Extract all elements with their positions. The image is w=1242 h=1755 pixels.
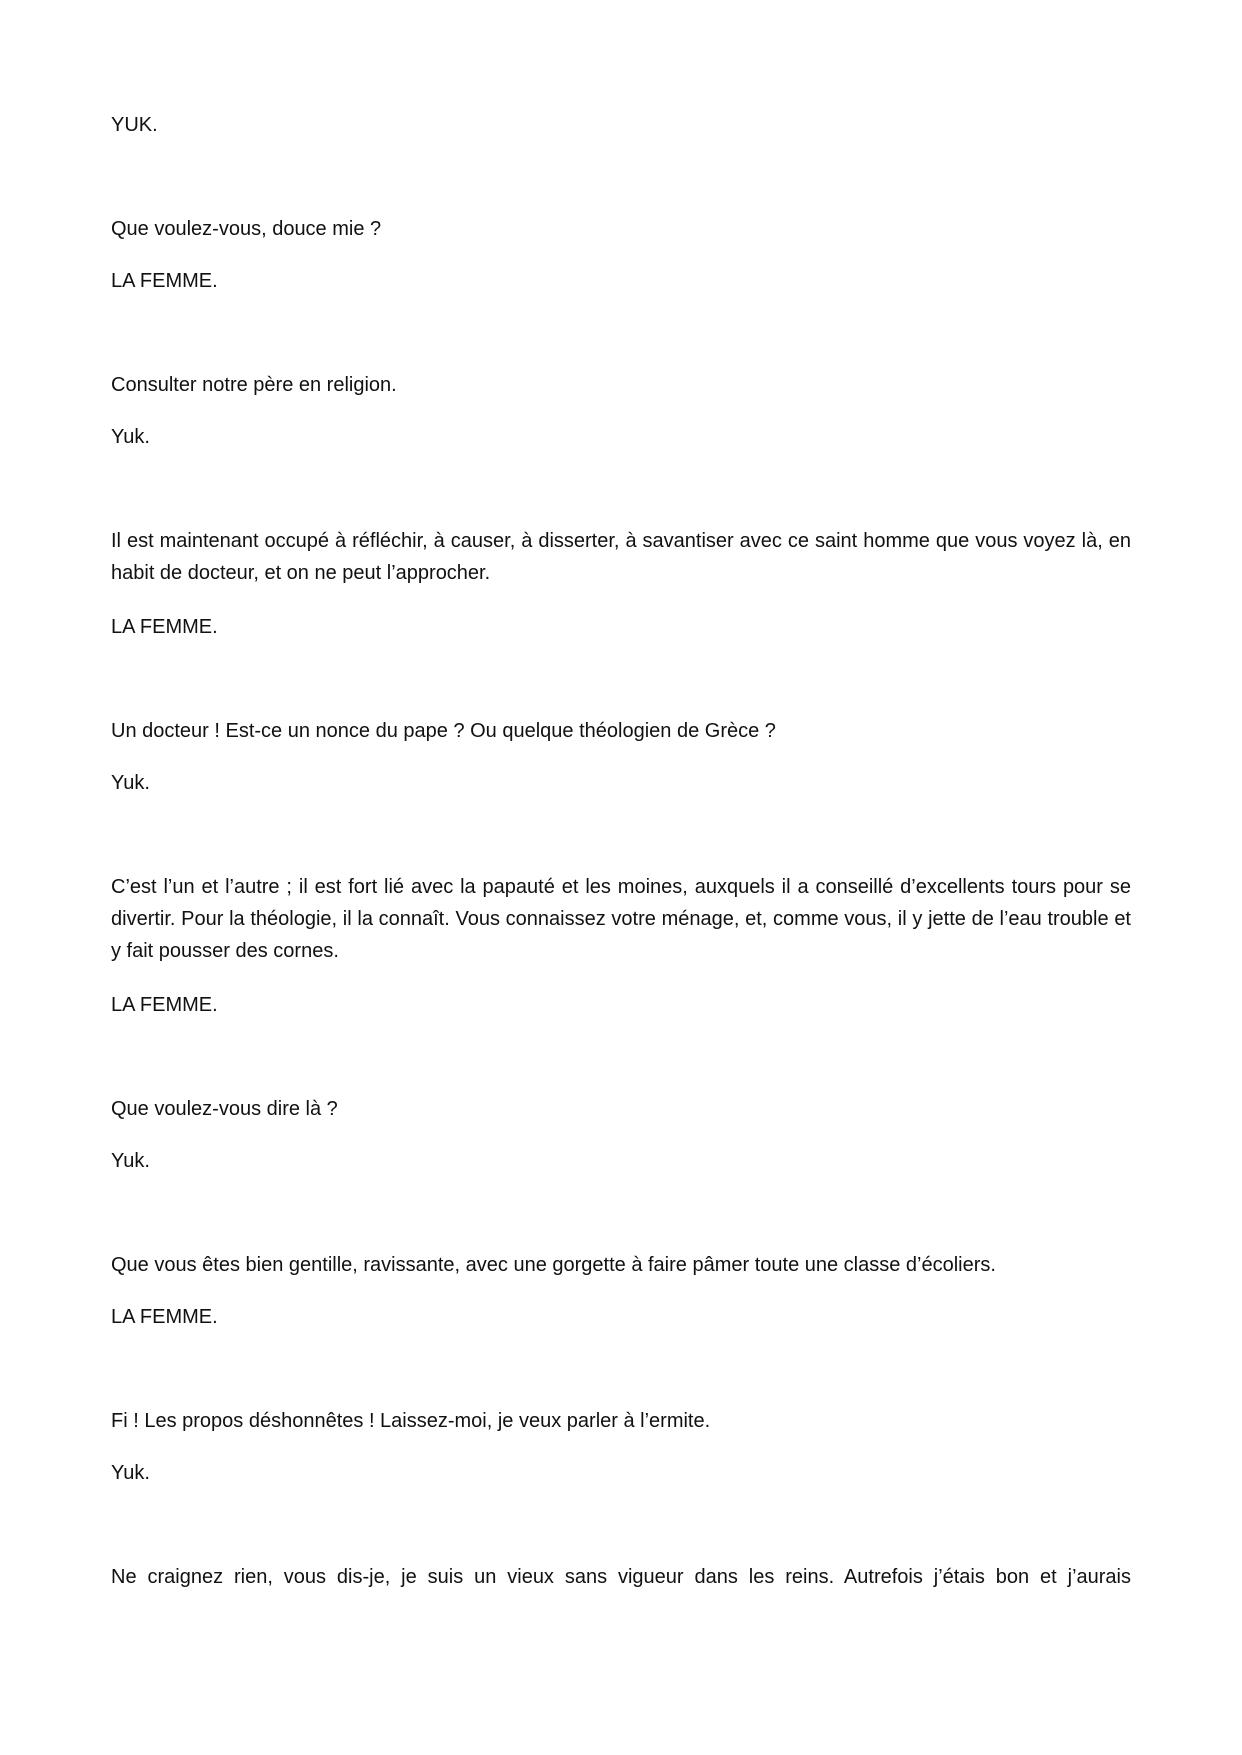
speaker-la-femme: LA FEMME. (111, 616, 218, 638)
speech-line: Consulter notre père en religion. (111, 374, 397, 396)
speaker-yuk: Yuk. (111, 426, 150, 448)
speech-line: Un docteur ! Est-ce un nonce du pape ? Ou quelque théologien de Grèce ? (111, 720, 776, 742)
speech-paragraph: C’est l’un et l’autre ; il est fort lié avec la papauté et les moines, auxquels il a conseillé d’excellents tours pour se divertir. Pour la théologie, il la connaît. Vous connaissez votre ménage, et, comme vous, il y jette de l’eau trouble et y fait pousser des cornes. (111, 876, 1131, 962)
speaker-yuk: Yuk. (111, 772, 150, 794)
speaker-yuk: Yuk. (111, 1462, 150, 1484)
speech-line: Que voulez-vous dire là ? (111, 1098, 338, 1120)
speaker-la-femme: LA FEMME. (111, 994, 218, 1016)
speech-paragraph: Il est maintenant occupé à réfléchir, à causer, à disserter, à savantiser avec ce saint homme que vous voyez là, en habit de docteur, et on ne peut l’approcher. (111, 530, 1131, 584)
speech-paragraph-continued: Ne craignez rien, vous dis-je, je suis un vieux sans vigueur dans les reins. Autrefois j’étais bon et j’aurais (111, 1566, 1131, 1588)
speaker-la-femme: LA FEMME. (111, 1306, 218, 1328)
speaker-yuk: Yuk. (111, 1150, 150, 1172)
speaker-la-femme: LA FEMME. (111, 270, 218, 292)
speech-line: Que voulez-vous, douce mie ? (111, 218, 382, 240)
speech-line: Fi ! Les propos déshonnêtes ! Laissez-moi, je veux parler à l’ermite. (111, 1410, 711, 1432)
speaker-yuk: YUK. (111, 114, 158, 136)
speech-line: Que vous êtes bien gentille, ravissante, avec une gorgette à faire pâmer toute une classe d’écoliers. (111, 1254, 996, 1276)
